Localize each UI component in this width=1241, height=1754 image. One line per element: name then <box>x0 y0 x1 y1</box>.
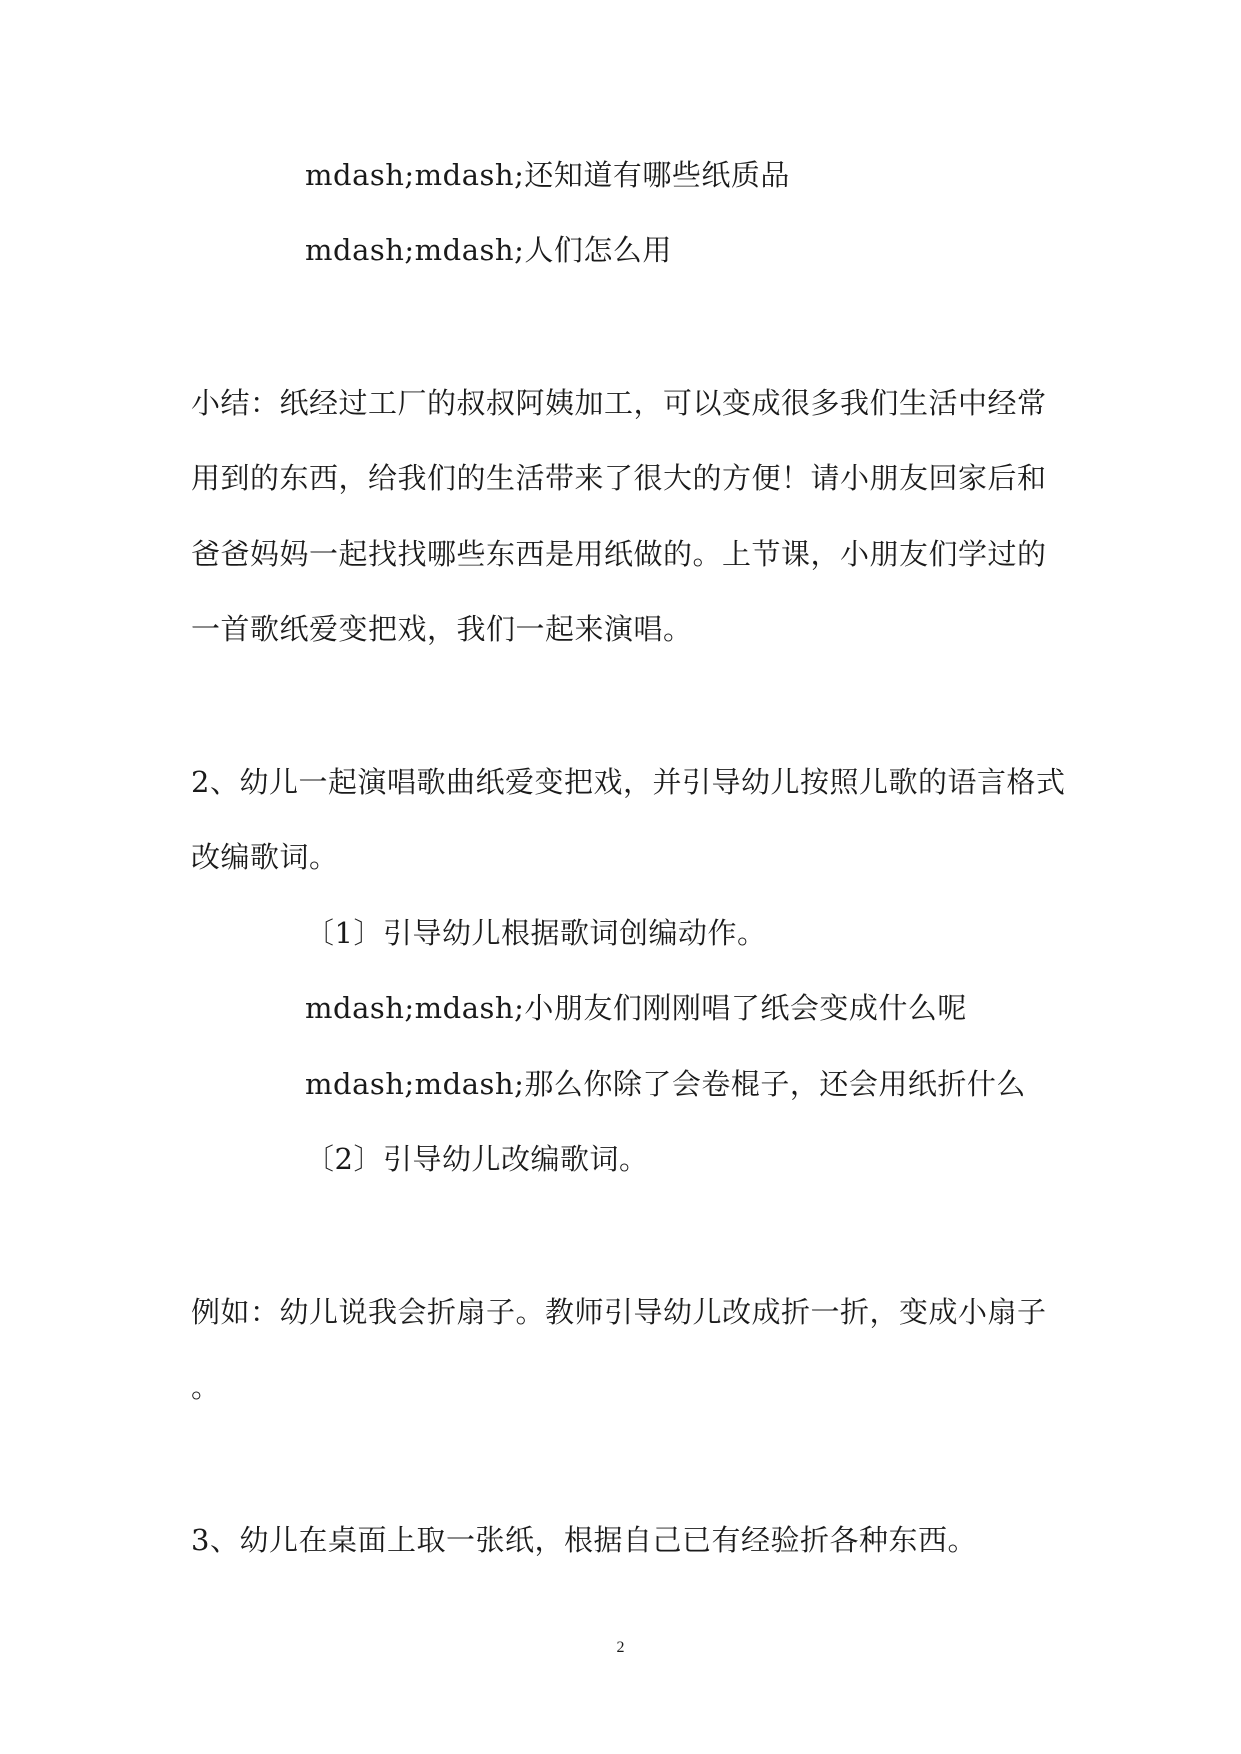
sub-step-line: 〔1〕引导幼儿根据歌词创编动作。 <box>305 916 767 950</box>
step-paragraph-line: 2、幼儿一起演唱歌曲纸爱变把戏，并引导幼儿按照儿歌的语言格式 <box>191 765 1066 799</box>
question-line: mdash;mdash;还知道有哪些纸质品 <box>305 158 790 192</box>
step-paragraph-line: 改编歌词。 <box>191 840 339 874</box>
question-line: mdash;mdash;那么你除了会卷棍子，还会用纸折什么 <box>305 1067 1026 1101</box>
example-paragraph-line: 例如：幼儿说我会折扇子。教师引导幼儿改成折一折，变成小扇子 <box>191 1295 1047 1329</box>
question-line: mdash;mdash;人们怎么用 <box>305 233 672 267</box>
summary-paragraph-line: 一首歌纸爱变把戏，我们一起来演唱。 <box>191 612 693 646</box>
question-line: mdash;mdash;小朋友们刚刚唱了纸会变成什么呢 <box>305 991 967 1025</box>
summary-paragraph-line: 小结：纸经过工厂的叔叔阿姨加工，可以变成很多我们生活中经常 <box>191 386 1047 420</box>
page-number: 2 <box>616 1639 625 1656</box>
summary-paragraph-line: 用到的东西，给我们的生活带来了很大的方便！请小朋友回家后和 <box>191 461 1047 495</box>
step-paragraph-line: 3、幼儿在桌面上取一张纸，根据自己已有经验折各种东西。 <box>191 1523 977 1557</box>
summary-paragraph-line: 爸爸妈妈一起找找哪些东西是用纸做的。上节课，小朋友们学过的 <box>191 537 1047 571</box>
example-paragraph-line: 。 <box>191 1370 221 1404</box>
sub-step-line: 〔2〕引导幼儿改编歌词。 <box>305 1142 649 1176</box>
